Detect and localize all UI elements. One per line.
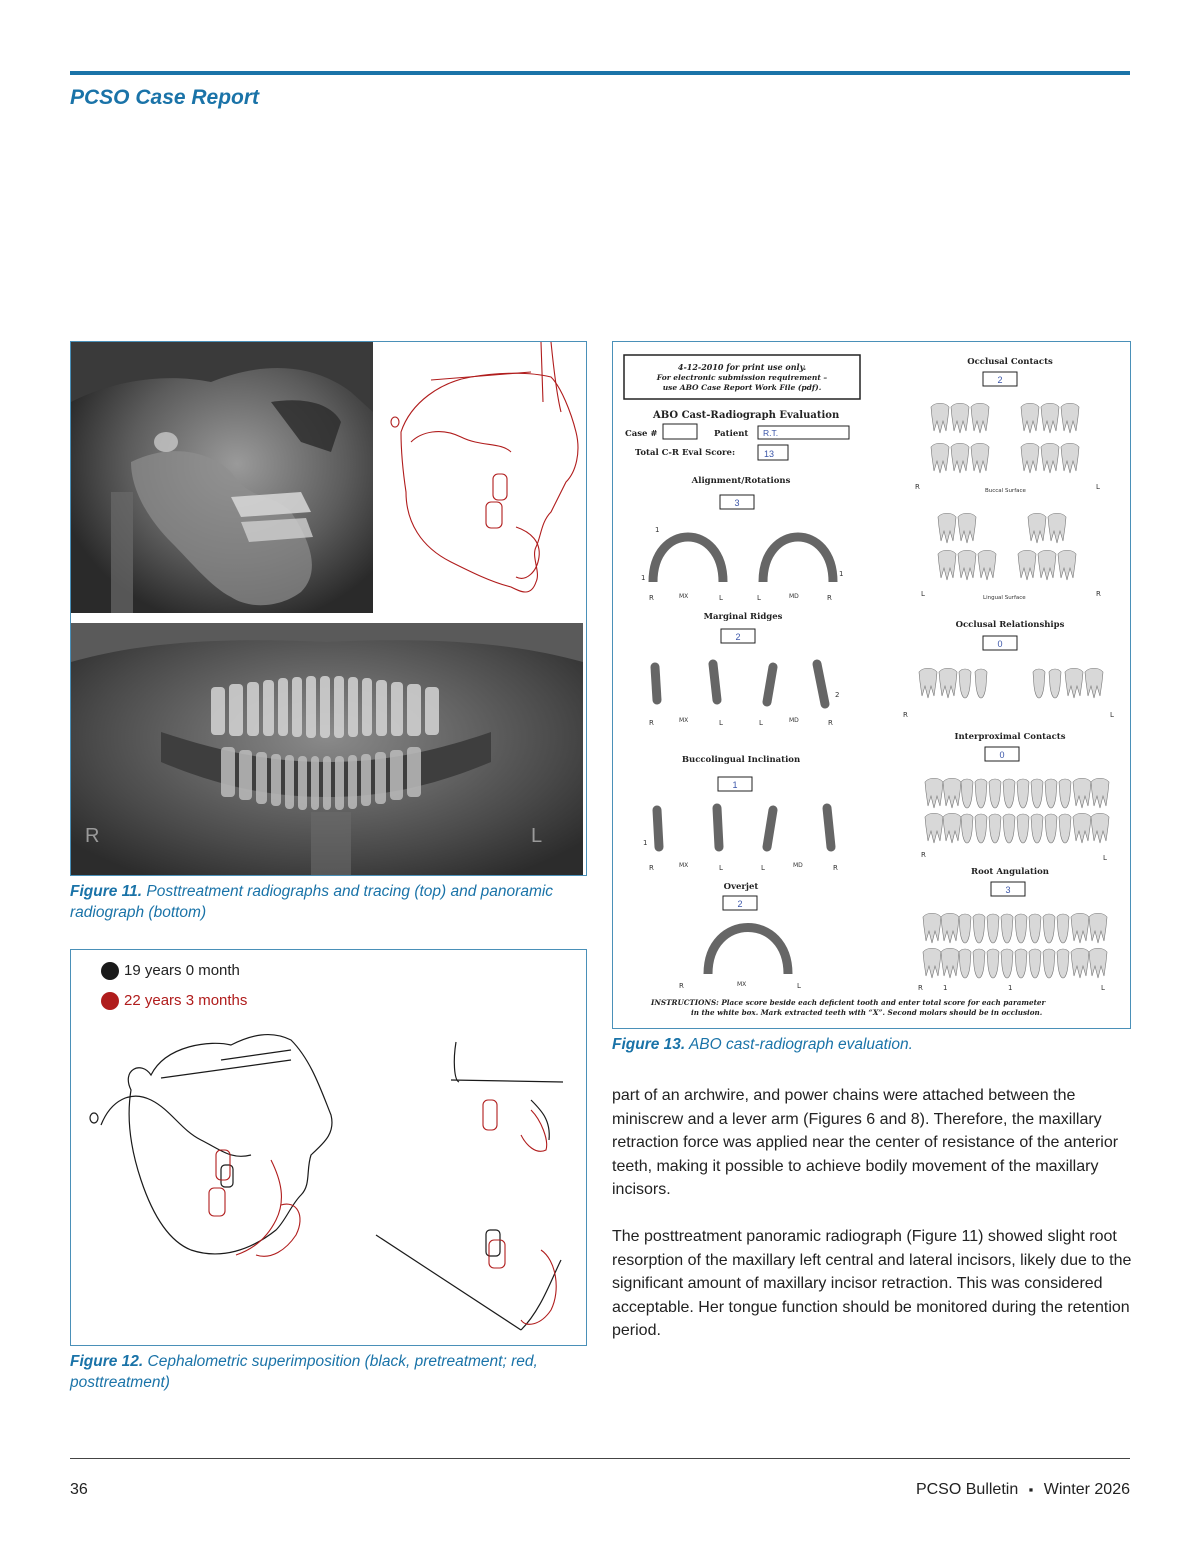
marg-md: MD bbox=[789, 717, 799, 724]
notice-line-2: For electronic submission requirement – bbox=[656, 373, 828, 382]
or-l: L bbox=[1110, 711, 1114, 719]
oc-r-2: R bbox=[1096, 590, 1101, 598]
ip-l: L bbox=[1103, 854, 1107, 862]
align-l-2: L bbox=[757, 594, 761, 602]
pano-left-marker: L bbox=[531, 825, 543, 847]
marginal-title: Marginal Ridges bbox=[703, 612, 783, 622]
overjet-mx: MX bbox=[737, 981, 747, 988]
page-number: 36 bbox=[70, 1481, 88, 1498]
marginal-ridge-teeth bbox=[655, 664, 825, 704]
root-angulation-score: 3 bbox=[1005, 885, 1011, 895]
marg-mark-2: 2 bbox=[835, 691, 840, 699]
figure-12-caption bbox=[70, 1351, 590, 1393]
align-mx: MX bbox=[679, 593, 689, 600]
footer-separator: ▪ bbox=[1028, 1482, 1034, 1497]
patient-label: Patient bbox=[714, 429, 749, 439]
figure-12-caption-text: Cephalometric superimposition (black, pretreatment; red, posttreatment) bbox=[70, 1353, 538, 1391]
footer-rule bbox=[70, 1458, 1130, 1459]
alignment-score: 3 bbox=[734, 498, 740, 508]
footer-publication bbox=[916, 1481, 1130, 1499]
overjet-l: L bbox=[797, 982, 801, 990]
ip-r: R bbox=[921, 851, 926, 859]
figure-13 bbox=[612, 341, 1131, 1029]
align-l-1: L bbox=[719, 594, 723, 602]
align-mark-1a: 1 bbox=[655, 526, 660, 534]
figure-13-caption-text: ABO cast-radiograph evaluation. bbox=[685, 1036, 913, 1053]
marg-mx: MX bbox=[679, 717, 689, 724]
root-angulation-title: Root Angulation bbox=[971, 867, 1049, 877]
total-score-value: 13 bbox=[764, 449, 775, 459]
figure-11-caption bbox=[70, 881, 590, 923]
pano-right-marker: R bbox=[85, 825, 100, 847]
case-field[interactable] bbox=[663, 424, 697, 439]
marg-r-1: R bbox=[649, 719, 654, 727]
figure-11-caption-label: Figure 11. bbox=[70, 883, 143, 900]
issue-name: Winter 2026 bbox=[1043, 1481, 1130, 1498]
bucco-md: MD bbox=[793, 862, 803, 869]
notice-line-1: 4-12-2010 for print use only. bbox=[677, 362, 807, 372]
oc-l-1: L bbox=[1096, 483, 1100, 491]
overjet-arch bbox=[708, 928, 788, 975]
oc-r-1: R bbox=[915, 483, 920, 491]
align-mark-1c: 1 bbox=[839, 570, 844, 578]
ra-l: L bbox=[1101, 984, 1105, 992]
patient-value: R.T. bbox=[763, 428, 779, 438]
overjet-score: 2 bbox=[737, 899, 743, 909]
root-angulation-teeth bbox=[923, 913, 1107, 978]
align-md: MD bbox=[789, 593, 799, 600]
legend-label-posttreatment: 22 years 3 months bbox=[124, 992, 248, 1009]
occlusal-rel-score: 0 bbox=[997, 639, 1003, 649]
case-label: Case # bbox=[625, 429, 658, 439]
figure-11-image bbox=[71, 342, 587, 876]
align-r-2: R bbox=[827, 594, 832, 602]
interproximal-title: Interproximal Contacts bbox=[954, 732, 1066, 742]
figure-11 bbox=[70, 341, 587, 876]
oc-lingual: Lingual Surface bbox=[983, 595, 1026, 601]
figure-13-caption-label: Figure 13. bbox=[612, 1036, 686, 1053]
bucco-r-1: R bbox=[649, 864, 654, 872]
bucco-mx: MX bbox=[679, 862, 689, 869]
buccolingual-title: Buccolingual Inclination bbox=[681, 755, 801, 765]
header-rule bbox=[70, 71, 1130, 75]
pretreatment-tracing bbox=[90, 1035, 563, 1330]
buccolingual-teeth bbox=[657, 808, 831, 847]
ra-mark-1a: 1 bbox=[943, 984, 948, 992]
panoramic-radiograph bbox=[71, 623, 583, 876]
occlusal-contacts-score: 2 bbox=[997, 375, 1003, 385]
align-mark-1b: 1 bbox=[641, 574, 646, 582]
ra-mark-1b: 1 bbox=[1008, 984, 1013, 992]
notice-line-3: use ABO Case Report Work File (pdf). bbox=[662, 383, 822, 392]
marg-l-1: L bbox=[719, 719, 723, 727]
occlusal-contacts-title: Occlusal Contacts bbox=[967, 357, 1053, 367]
figure-13-caption bbox=[612, 1034, 1132, 1055]
bucco-mark-1: 1 bbox=[643, 839, 648, 847]
publication-name: PCSO Bulletin bbox=[915, 1481, 1019, 1498]
body-paragraph-1: part of an archwire, and power chains were attached between the miniscrew and a lever arm (Figures 6 and 8). Therefore, the maxillary retraction force was applied near the center of resistance of the anterior teeth, making it possible to achieve bodily movement of the maxillary incisors. bbox=[612, 1087, 1119, 1198]
section-title: PCSO Case Report bbox=[70, 86, 260, 109]
occlusal-rel-title: Occlusal Relationships bbox=[955, 620, 1065, 630]
ra-r: R bbox=[918, 984, 923, 992]
align-r-1: R bbox=[649, 594, 654, 602]
figure-12 bbox=[70, 949, 587, 1346]
occlusal-rel-teeth bbox=[919, 668, 1103, 698]
bucco-l-1: L bbox=[719, 864, 723, 872]
buccolingual-score: 1 bbox=[732, 780, 738, 790]
interproximal-teeth bbox=[925, 778, 1109, 843]
body-paragraph-2: The posttreatment panoramic radiograph (Figure 11) showed slight root resorption of the maxillary left central and lateral incisors, likely due to the significant amount of maxillary incisor retraction. This was considered acceptable. Her tongue function should be monitored during the retention period. bbox=[612, 1228, 1132, 1339]
bucco-r-2: R bbox=[833, 864, 838, 872]
alignment-title: Alignment/Rotations bbox=[691, 476, 791, 486]
bucco-l-2: L bbox=[761, 864, 765, 872]
abo-evaluation-form bbox=[613, 342, 1131, 1029]
ceph-radiograph bbox=[71, 342, 587, 613]
marg-r-2: R bbox=[828, 719, 833, 727]
alignment-arches bbox=[653, 537, 833, 582]
instructions-line-1: INSTRUCTIONS: Place score beside each deficient tooth and enter total score for each parameter bbox=[651, 998, 1046, 1007]
figure-12-caption-label: Figure 12. bbox=[70, 1353, 144, 1370]
marg-l-2: L bbox=[759, 719, 763, 727]
instructions-line-2: in the white box. Mark extracted teeth with “X”. Second molars should be in occlusion. bbox=[691, 1008, 1043, 1017]
overjet-r: R bbox=[679, 982, 684, 990]
form-title: ABO Cast-Radiograph Evaluation bbox=[653, 410, 840, 421]
posttreatment-tracing bbox=[209, 1100, 556, 1324]
marginal-score: 2 bbox=[735, 632, 741, 642]
oc-l-2: L bbox=[921, 590, 925, 598]
total-score-label: Total C-R Eval Score: bbox=[635, 448, 736, 458]
oc-buccal: Buccal Surface bbox=[985, 488, 1026, 494]
overjet-title: Overjet bbox=[723, 882, 759, 892]
superimposition-drawing bbox=[71, 950, 587, 1346]
figure-11-caption-text: Posttreatment radiographs and tracing (top) and panoramic radiograph (bottom) bbox=[70, 883, 554, 921]
legend-label-pretreatment: 19 years 0 month bbox=[124, 962, 240, 979]
interproximal-score: 0 bbox=[999, 750, 1005, 760]
or-r: R bbox=[903, 711, 908, 719]
